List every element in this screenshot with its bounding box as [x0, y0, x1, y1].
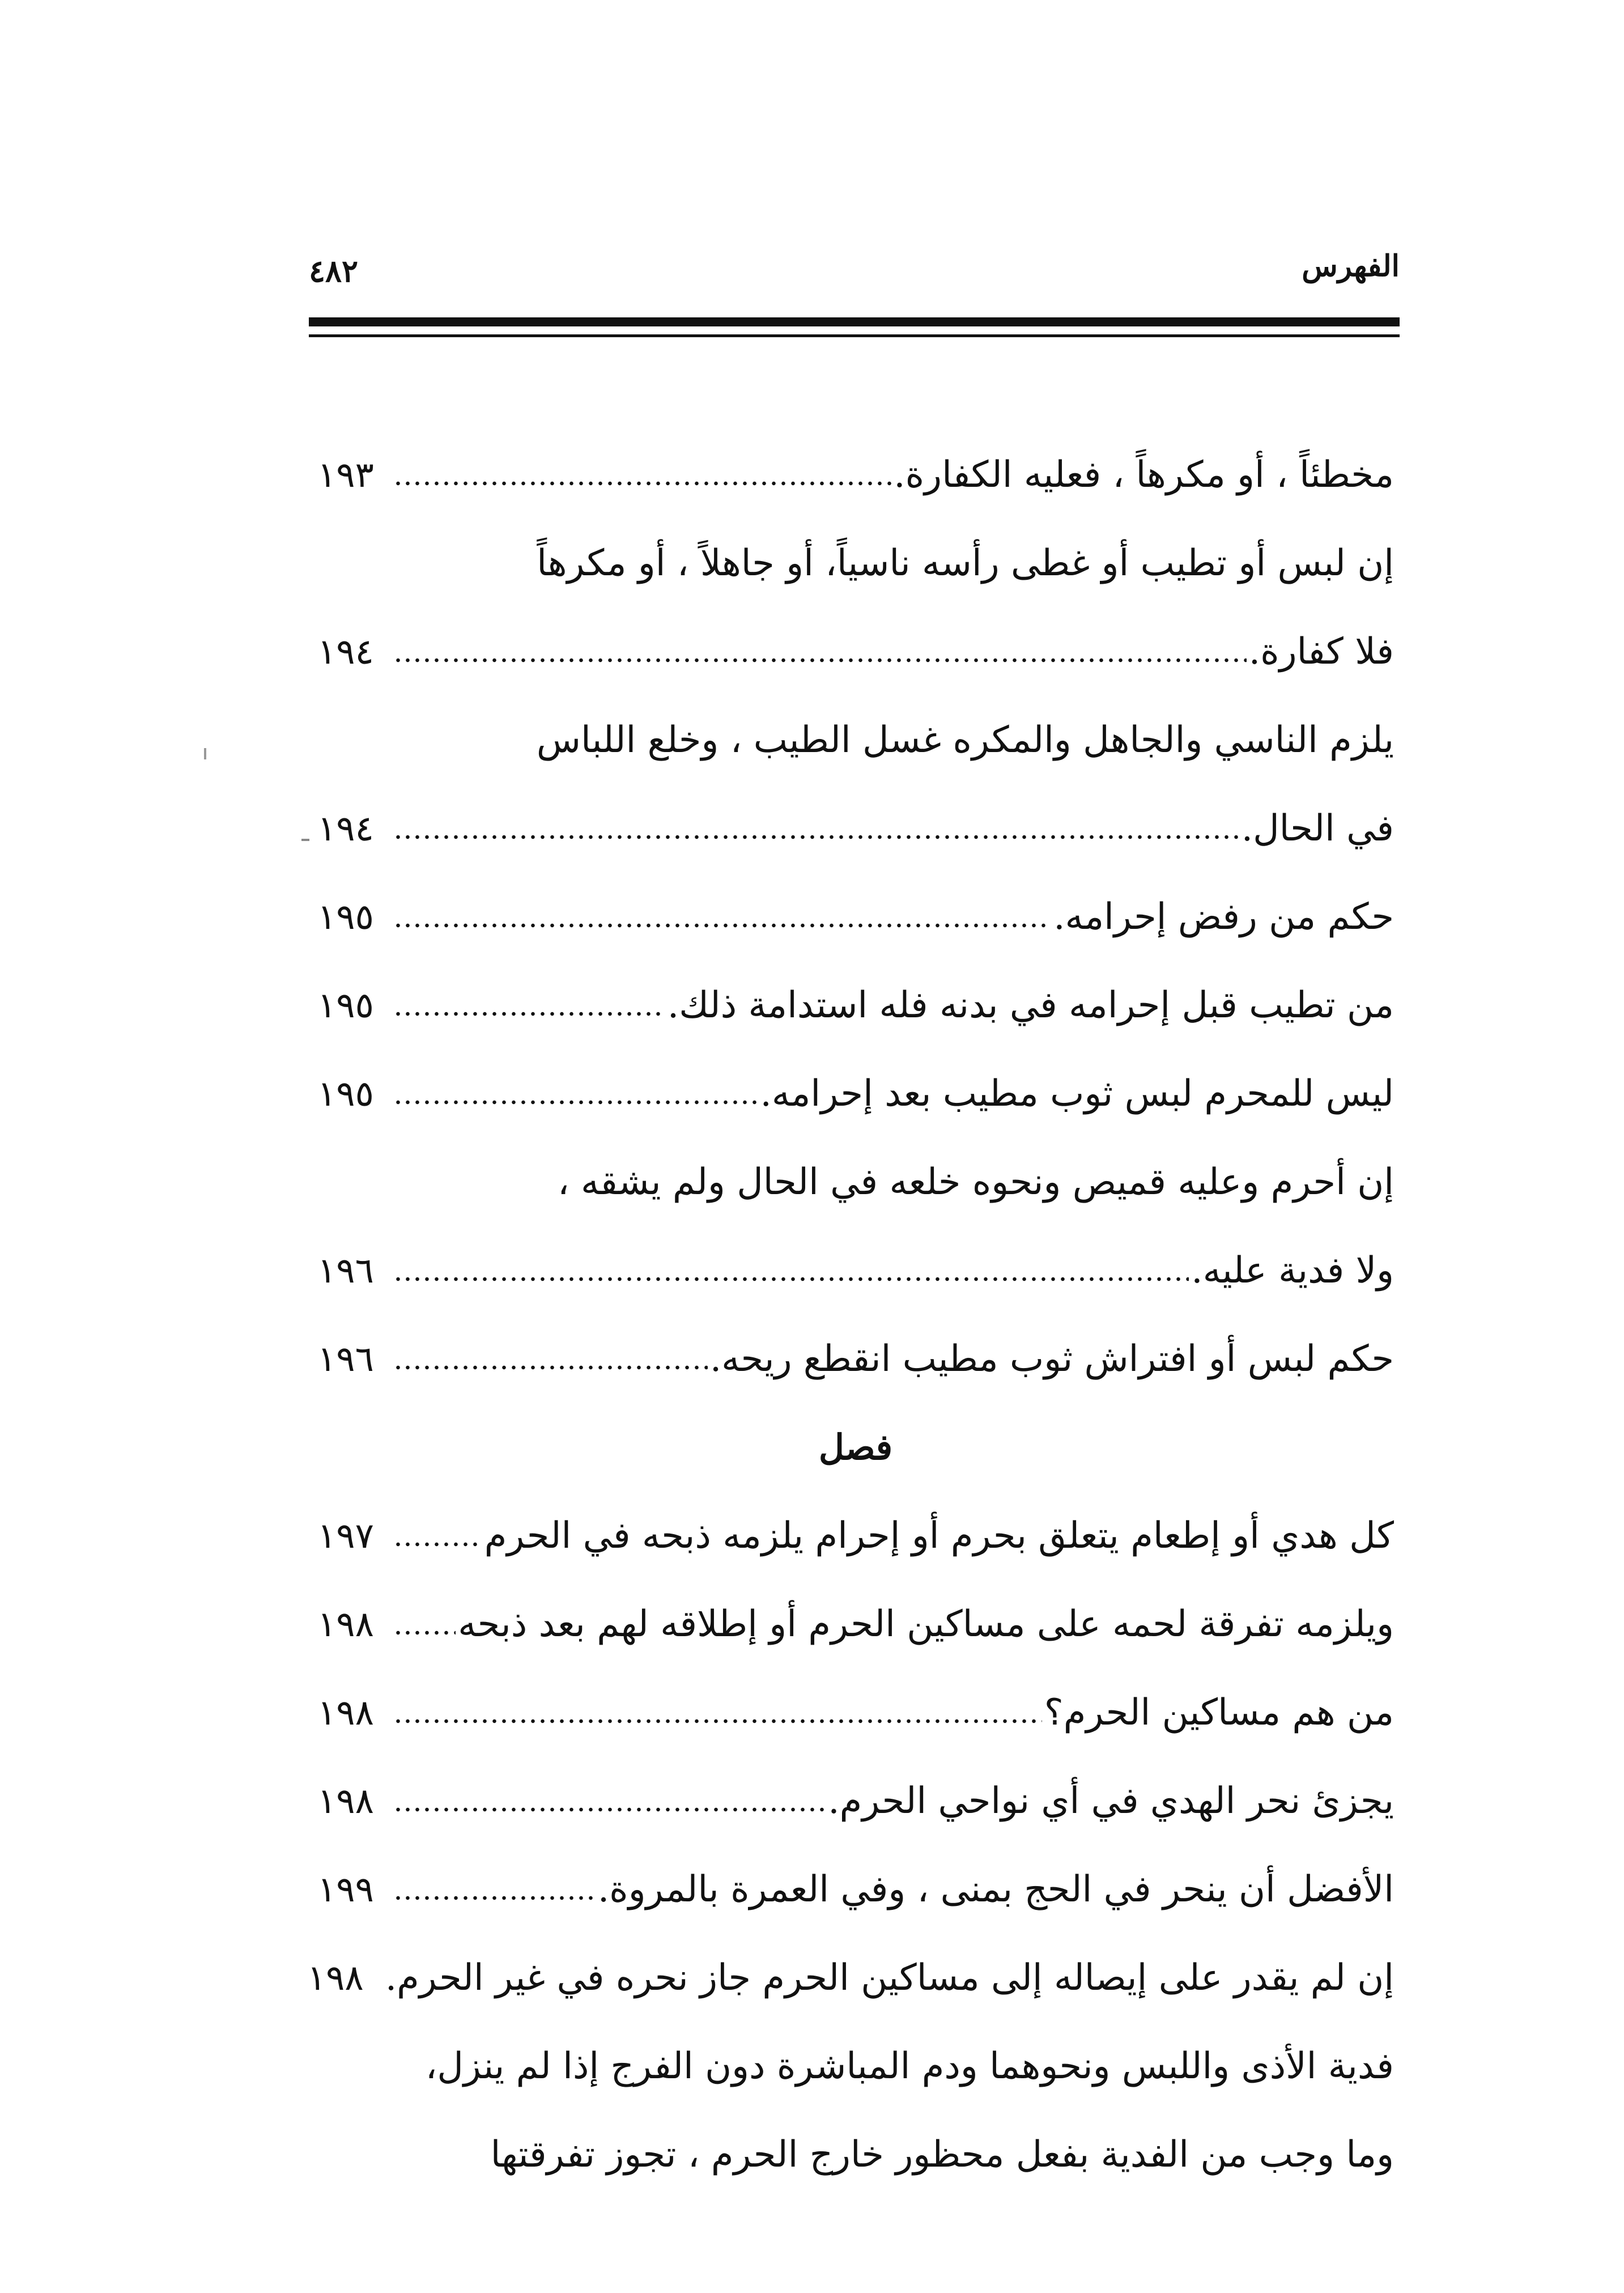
entry-page-number: ١٩٨ [317, 1603, 374, 1645]
index-entry-continuation [317, 2111, 1394, 2199]
entry-text: إن لم يقدر على إيصاله إلى مساكين الحرم جاز نحره في غير الحرم. [385, 1957, 1394, 1999]
entry-text: من هم مساكين الحرم؟ [1044, 1692, 1394, 1734]
index-entry [317, 1757, 1394, 1845]
header-rule [309, 317, 1400, 326]
entry-text: يجزئ نحر الهدي في أي نواحي الحرم. [828, 1780, 1394, 1822]
dot-leader [393, 472, 891, 495]
entry-page-number: ١٩٨ [317, 1780, 374, 1821]
entry-text: إن لبس أو تطيب أو غطى رأسه ناسياً، أو جاهلاً ، أو مكرهاً [537, 542, 1394, 584]
entry-text: وما وجب من الفدية بفعل محظور خارج الحرم ، تجوز تفرقتها [490, 2134, 1394, 2176]
entry-page-number: ١٩٨ [317, 1692, 374, 1733]
entry-page-number: ١٩٥ [317, 984, 374, 1026]
index-entry [317, 1050, 1394, 1138]
index-entry [317, 1492, 1394, 1580]
dot-leader [393, 914, 1051, 937]
entry-text: فلا كفارة. [1248, 631, 1394, 673]
entry-text: كل هدي أو إطعام يتعلق بحرم أو إحرام يلزمه ذبحه في الحرم [484, 1515, 1394, 1557]
entry-page-number: ١٩٥ [317, 1073, 374, 1114]
entry-text: إن أحرم وعليه قميص ونحوه خلعه في الحال ولم يشقه ، [557, 1161, 1394, 1203]
entry-page-number: ١٩٩ [317, 1869, 374, 1910]
dot-leader [393, 1798, 826, 1821]
entry-text: حكم من رفض إحرامه. [1053, 896, 1394, 938]
entry-page-number: ١٩٧ [317, 1515, 374, 1556]
running-header [309, 249, 1400, 289]
index-entry [317, 1668, 1394, 1757]
entry-text: مخطئاً ، أو مكرهاً ، فعليه الكفارة. [894, 454, 1394, 496]
index-entry-continuation [317, 1138, 1394, 1226]
entry-page-number: ١٩٥ [317, 896, 374, 937]
entry-text: فدية الأذى واللبس ونحوهما ودم المباشرة دون الفرج إذا لم ينزل، [425, 2045, 1394, 2087]
index-entry [317, 608, 1394, 696]
index-entry-continuation [317, 2022, 1394, 2111]
dot-leader [393, 1268, 1189, 1290]
index-entry [317, 1226, 1394, 1315]
index-entries [307, 431, 1394, 2199]
header-rule-thin [309, 334, 1400, 337]
header-title: الفهرس [1302, 249, 1400, 283]
dot-leader [393, 1003, 665, 1025]
scan-mark [204, 748, 206, 759]
entry-text: حكم لبس أو افتراش ثوب مطيب انقطع ريحه. [709, 1338, 1394, 1380]
entry-text: الأفضل أن ينحر في الحج بمنى ، وفي العمرة بالمروة. [597, 1869, 1394, 1910]
page-number: ٤٨٢ [309, 253, 359, 289]
dot-leader [393, 1710, 1042, 1733]
index-entry [317, 961, 1394, 1050]
entry-page-number: ١٩٦ [317, 1250, 374, 1291]
index-entry-continuation [317, 519, 1394, 608]
index-entry [317, 1315, 1394, 1403]
entry-page-number: ١٩٣ [317, 454, 374, 495]
dot-leader [393, 1356, 708, 1379]
entry-page-number: ١٩٤ [317, 631, 374, 672]
index-entry [317, 431, 1394, 519]
entry-page-number: ١٩٨ [307, 1957, 364, 1998]
entry-text: من تطيب قبل إحرامه في بدنه فله استدامة ذلك. [667, 984, 1394, 1026]
dot-leader [393, 1887, 596, 1909]
entry-text: يلزم الناسي والجاهل والمكره غسل الطيب ، وخلع اللباس [536, 719, 1394, 761]
index-entry [317, 784, 1394, 873]
dot-leader [393, 649, 1247, 672]
dot-leader [393, 1533, 482, 1556]
index-entry [317, 873, 1394, 961]
index-entry [317, 1580, 1394, 1668]
entry-text: ليس للمحرم لبس ثوب مطيب بعد إحرامه. [760, 1073, 1394, 1115]
index-entry-continuation [317, 696, 1394, 784]
entry-page-number: ١٩٦ [317, 1338, 374, 1379]
dot-leader [393, 1621, 456, 1644]
section-heading: فصل [818, 1426, 893, 1468]
entry-page-number: ١٩٤ [317, 808, 374, 849]
index-entry [307, 1934, 1394, 2022]
dot-leader [393, 1091, 758, 1114]
dot-leader [393, 826, 1239, 848]
scan-mark [301, 839, 309, 841]
entry-text: ولا فدية عليه. [1191, 1250, 1394, 1292]
index-entry [317, 1845, 1394, 1934]
entry-text: ويلزمه تفرقة لحمه على مساكين الحرم أو إطلاقه لهم بعد ذبحه [458, 1603, 1394, 1645]
entry-text: في الحال. [1241, 808, 1394, 850]
